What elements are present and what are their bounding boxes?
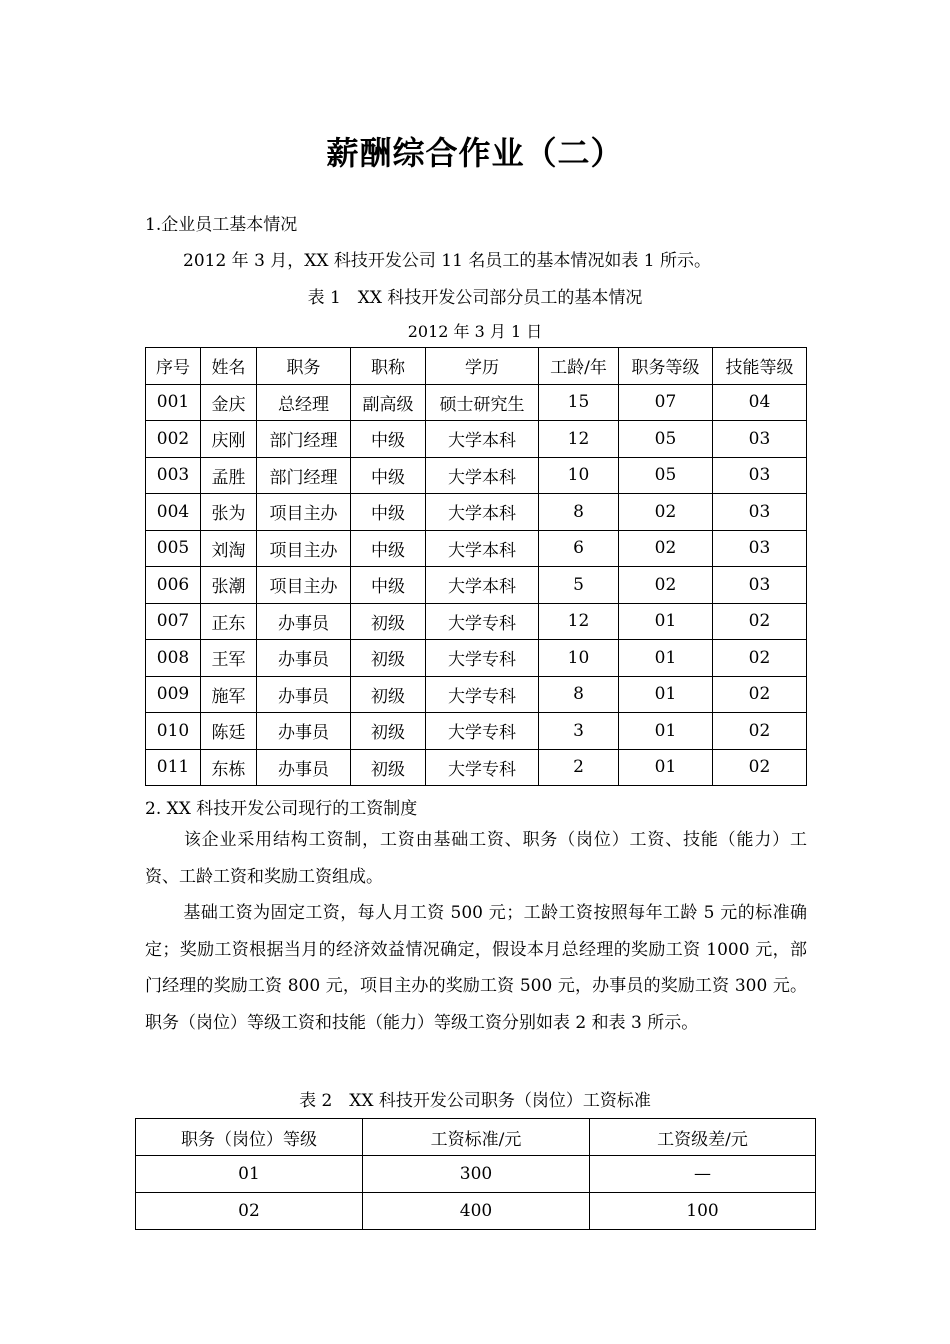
table-cell: 03	[713, 494, 807, 531]
table-cell: 大学本科	[426, 421, 539, 458]
table-header-cell: 技能等级	[713, 348, 807, 385]
table-cell: 03	[713, 530, 807, 567]
table-row	[136, 1156, 816, 1193]
table-header-cell: 序号	[146, 348, 201, 385]
table-cell: 大学专科	[426, 640, 539, 677]
table-cell: 8	[539, 494, 619, 531]
table-row	[146, 494, 807, 531]
table-cell: 办事员	[257, 676, 351, 713]
table-cell: 5	[539, 567, 619, 604]
table-cell: 初级	[351, 603, 426, 640]
table-header-cell: 工龄/年	[539, 348, 619, 385]
table-cell: 009	[146, 676, 201, 713]
table-cell: 15	[539, 384, 619, 421]
table-cell: 02	[713, 676, 807, 713]
table-cell: 孟胜	[201, 457, 257, 494]
table-cell: 01	[619, 640, 713, 677]
table-cell: 大学本科	[426, 457, 539, 494]
table-row	[136, 1193, 816, 1230]
table-cell: 10	[539, 640, 619, 677]
section2-paragraph-2-text: 基础工资为固定工资，每人月工资 500 元；工龄工资按照每年工龄 5 元的标准确定；奖励工资根据当月的经济效益情况确定，假设本月总经理的奖励工资 1000 元，部门经理的奖励工资 800 元，项目主办的奖励工资 500 元，办事员的奖励工资 300 元。职务（岗位）等级工资和技能（能力）等级工资分别如表 2 和表 3 所示。	[145, 903, 807, 1033]
table-cell: 大学专科	[426, 676, 539, 713]
table-cell: 05	[619, 457, 713, 494]
table-cell: 项目主办	[257, 567, 351, 604]
table-cell: 中级	[351, 457, 426, 494]
table-cell: 008	[146, 640, 201, 677]
table-cell: 大学专科	[426, 749, 539, 786]
section2-paragraph-1-text: 该企业采用结构工资制，工资由基础工资、职务（岗位）工资、技能（能力）工资、工龄工资和奖励工资组成。	[145, 830, 807, 887]
table-cell: 001	[146, 384, 201, 421]
table-row	[146, 749, 807, 786]
table-cell: 陈廷	[201, 713, 257, 750]
table-cell: 硕士研究生	[426, 384, 539, 421]
table-cell: 03	[713, 457, 807, 494]
table-cell: —	[590, 1156, 816, 1193]
table-header-cell: 工资标准/元	[363, 1119, 590, 1156]
table-cell: 办事员	[257, 603, 351, 640]
table-row	[146, 713, 807, 750]
table-cell: 初级	[351, 713, 426, 750]
table-cell: 正东	[201, 603, 257, 640]
table-cell: 大学专科	[426, 603, 539, 640]
table-cell: 01	[619, 749, 713, 786]
table-cell: 东栋	[201, 749, 257, 786]
table-cell: 副高级	[351, 384, 426, 421]
table-row	[146, 676, 807, 713]
table-cell: 3	[539, 713, 619, 750]
table-cell: 006	[146, 567, 201, 604]
table-cell: 004	[146, 494, 201, 531]
table-cell: 10	[539, 457, 619, 494]
table-cell: 07	[619, 384, 713, 421]
table-header-cell: 学历	[426, 348, 539, 385]
table-cell: 庆刚	[201, 421, 257, 458]
table-cell: 02	[619, 494, 713, 531]
table-cell: 002	[146, 421, 201, 458]
table-row	[146, 384, 807, 421]
table-cell: 中级	[351, 530, 426, 567]
table-cell: 005	[146, 530, 201, 567]
table-cell: 初级	[351, 749, 426, 786]
table-cell: 项目主办	[257, 530, 351, 567]
table-cell: 部门经理	[257, 457, 351, 494]
table-cell: 02	[136, 1193, 363, 1230]
table-cell: 05	[619, 421, 713, 458]
table-cell: 100	[590, 1193, 816, 1230]
position-wage-table	[135, 1118, 816, 1230]
table-cell: 刘淘	[201, 530, 257, 567]
table-cell: 02	[713, 603, 807, 640]
table-cell: 04	[713, 384, 807, 421]
table-cell: 007	[146, 603, 201, 640]
table-cell: 400	[363, 1193, 590, 1230]
table1-caption: 表 1 XX 科技开发公司部分员工的基本情况	[307, 288, 643, 308]
table-cell: 施军	[201, 676, 257, 713]
table-cell: 王军	[201, 640, 257, 677]
table-cell: 大学专科	[426, 713, 539, 750]
section1-intro: 2012 年 3 月，XX 科技开发公司 11 名员工的基本情况如表 1 所示。	[183, 251, 711, 271]
table-header-row	[146, 348, 807, 385]
section2-paragraph-2	[145, 895, 807, 1041]
table-cell: 初级	[351, 640, 426, 677]
table-cell: 12	[539, 421, 619, 458]
table-cell: 02	[713, 713, 807, 750]
table-cell: 中级	[351, 567, 426, 604]
section2-heading: 2. XX 科技开发公司现行的工资制度	[145, 799, 418, 819]
table-cell: 12	[539, 603, 619, 640]
table-cell: 2	[539, 749, 619, 786]
table-cell: 大学本科	[426, 567, 539, 604]
table-row	[146, 530, 807, 567]
table-cell: 大学本科	[426, 494, 539, 531]
table-row	[146, 640, 807, 677]
table-cell: 中级	[351, 494, 426, 531]
table-cell: 办事员	[257, 713, 351, 750]
table-cell: 初级	[351, 676, 426, 713]
table-cell: 01	[619, 603, 713, 640]
table-row	[146, 567, 807, 604]
table1-date: 2012 年 3 月 1 日	[407, 322, 543, 341]
table-cell: 03	[713, 421, 807, 458]
table2-caption: 表 2 XX 科技开发公司职务（岗位）工资标准	[299, 1091, 651, 1111]
table-cell: 01	[619, 713, 713, 750]
table-cell: 中级	[351, 421, 426, 458]
table-cell: 003	[146, 457, 201, 494]
table-cell: 6	[539, 530, 619, 567]
table-cell: 8	[539, 676, 619, 713]
table-cell: 03	[713, 567, 807, 604]
table-cell: 300	[363, 1156, 590, 1193]
table-cell: 02	[619, 567, 713, 604]
table-cell: 010	[146, 713, 201, 750]
table-cell: 01	[136, 1156, 363, 1193]
table-cell: 大学本科	[426, 530, 539, 567]
table-header-row	[136, 1119, 816, 1156]
table-cell: 011	[146, 749, 201, 786]
table-cell: 部门经理	[257, 421, 351, 458]
table-cell: 张为	[201, 494, 257, 531]
table-cell: 张潮	[201, 567, 257, 604]
table-row	[146, 421, 807, 458]
table-header-cell: 职务等级	[619, 348, 713, 385]
table-header-cell: 职务	[257, 348, 351, 385]
page-title: 薪酬综合作业（二）	[326, 134, 624, 172]
table-cell: 金庆	[201, 384, 257, 421]
table-cell: 办事员	[257, 640, 351, 677]
table-cell: 项目主办	[257, 494, 351, 531]
table-row	[146, 457, 807, 494]
employee-table	[145, 347, 807, 786]
table-header-cell: 姓名	[201, 348, 257, 385]
table-row	[146, 603, 807, 640]
table-header-cell: 工资级差/元	[590, 1119, 816, 1156]
table-cell: 01	[619, 676, 713, 713]
table-header-cell: 职称	[351, 348, 426, 385]
section1-heading: 1.企业员工基本情况	[145, 215, 298, 235]
table-cell: 02	[619, 530, 713, 567]
table-cell: 02	[713, 749, 807, 786]
table-cell: 02	[713, 640, 807, 677]
table-cell: 总经理	[257, 384, 351, 421]
section2-paragraph-1	[145, 822, 807, 895]
table-header-cell: 职务（岗位）等级	[136, 1119, 363, 1156]
table-cell: 办事员	[257, 749, 351, 786]
